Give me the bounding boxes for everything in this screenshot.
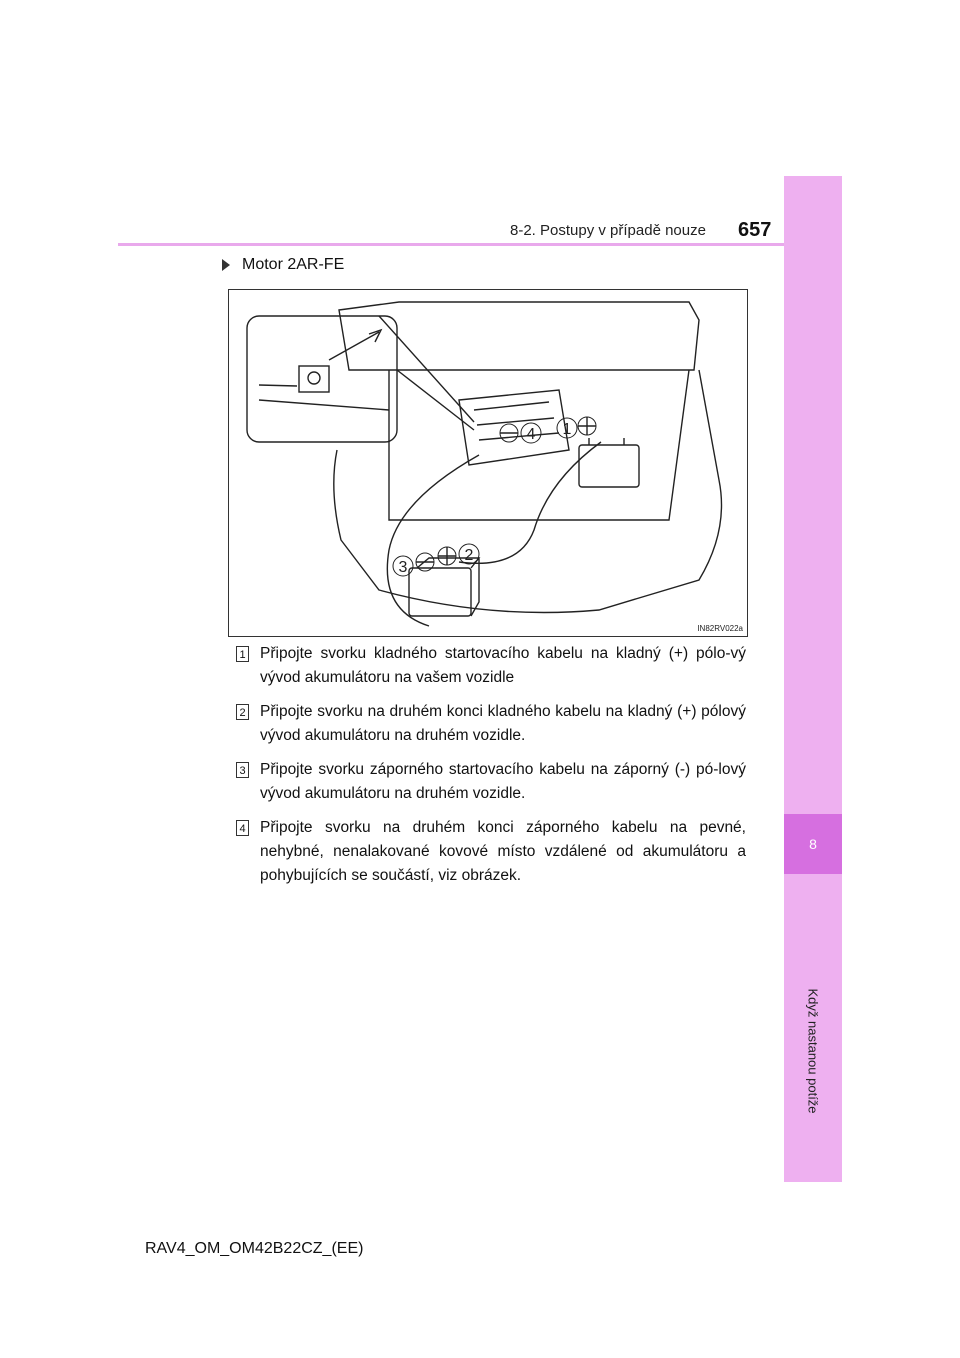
donor-battery	[409, 568, 471, 616]
step-item	[236, 642, 746, 690]
car-body-outline	[334, 370, 722, 613]
step-item	[236, 758, 746, 806]
callout-1: 1	[562, 421, 572, 438]
step-text: Připojte svorku záporného startovacího kabelu na záporný (-) pó-lový vývod akumulátoru na druhém vozidle.	[260, 761, 746, 802]
step-item	[236, 816, 746, 888]
step-text: Připojte svorku na druhém konci kladného kabelu na kladný (+) pólový vývod akumulátoru na druhém vozidle.	[260, 703, 746, 744]
step-item	[236, 700, 746, 748]
callout-4: 4	[526, 426, 536, 443]
triangle-bullet-icon	[222, 259, 230, 271]
open-hood	[339, 302, 699, 370]
step-number: 4	[236, 820, 249, 836]
step-text: Připojte svorku kladného startovacího kabelu na kladný (+) pólo-vý vývod akumulátoru na vašem vozidle	[260, 645, 746, 686]
section-title: 8-2. Postupy v případě nouze	[510, 222, 706, 239]
callout-3: 3	[398, 559, 408, 576]
document-footer: RAV4_OM_OM42B22CZ_(EE)	[145, 1240, 364, 1257]
figure-code: IN82RV022a	[697, 624, 743, 633]
engine-jumpstart-illustration	[228, 289, 748, 637]
page-number: 657	[738, 219, 772, 241]
step-number: 3	[236, 762, 249, 778]
step-number: 1	[236, 646, 249, 662]
step-number: 2	[236, 704, 249, 720]
steps-list	[236, 642, 746, 898]
step-text: Připojte svorku na druhém konci záporného kabelu na pevné, nehybné, nenalakované kovové místo vzdálené od akumulátoru a pohybujících se součástí, viz obrázek.	[260, 819, 746, 884]
subheading	[222, 256, 344, 274]
callout-2: 2	[464, 547, 474, 564]
chapter-number: 8	[784, 814, 842, 874]
chapter-label: Když nastanou potíže	[805, 988, 821, 1114]
header-rule	[118, 243, 840, 246]
positive-cable	[459, 442, 601, 563]
subheading-text: Motor 2AR-FE	[242, 256, 345, 273]
engine-bay-drawing	[229, 290, 748, 637]
engine-block	[459, 390, 569, 465]
negative-cable	[387, 455, 479, 626]
